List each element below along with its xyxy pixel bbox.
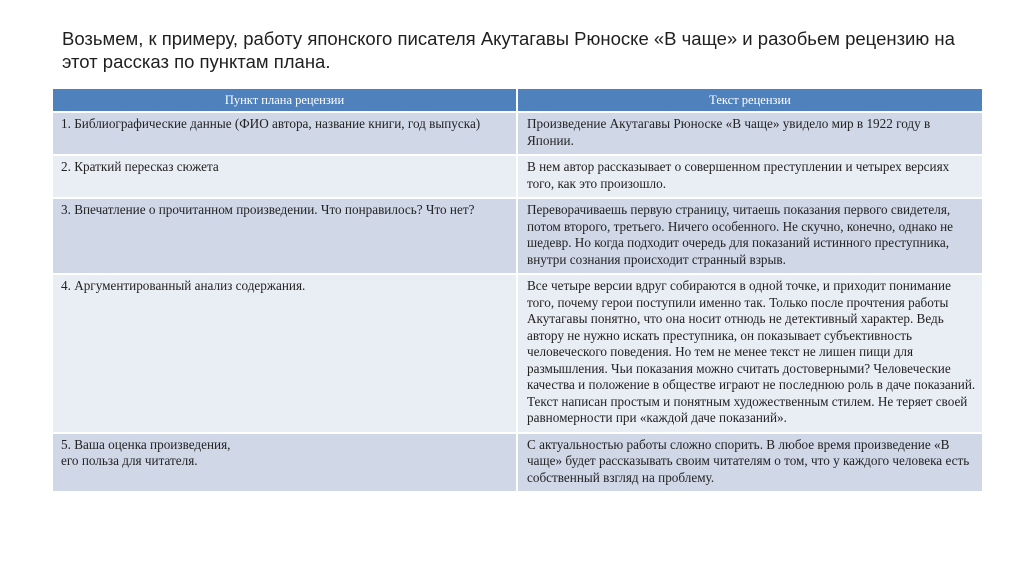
review-plan-table [53,89,982,491]
table-row [53,198,982,274]
table-row [53,155,982,198]
review-text-cell: Все четыре версии вдруг собираются в одной точке, и приходит понимание того, почему герои поступили именно так. Только после прочтения работы Акутагавы понятно, что она носит отнюдь не детективный характер. Ведь автору не нужно искать преступника, он показывает субъективность человеческого поведения. Но тем не менее текст не лишен пищи для размышления. Чьи показания можно считать достоверными? Человеческие качества и положение в обществе играют не последнюю роль в даче показаний. Текст написан простым и понятным художественным стилем. Не теряет своей равномерности при «каждой даче показаний». [517,274,982,433]
header-review-text: Текст рецензии [517,89,982,112]
table-row [53,112,982,155]
plan-point-cell: 4. Аргументированный анализ содержания. [53,274,517,433]
table-header-row [53,89,982,112]
review-text-cell: Произведение Акутагавы Рюноске «В чаще» увидело мир в 1922 году в Японии. [517,112,982,155]
review-text-cell: С актуальностью работы сложно спорить. В любое время произведение «В чаще» будет рассказывать своим читателям о том, что у каждого человека есть собственный взгляд на проблему. [517,433,982,492]
table-row [53,433,982,492]
plan-point-cell: 2. Краткий пересказ сюжета [53,155,517,198]
review-text-cell: В нем автор рассказывает о совершенном преступлении и четырех версиях того, как это произошло. [517,155,982,198]
slide-heading: Возьмем, к примеру, работу японского писателя Акутагавы Рюноске «В чаще» и разобьем рецензию на этот рассказ по пунктам плана. [62,28,955,72]
plan-point-cell: 5. Ваша оценка произведения, его польза для читателя. [53,433,517,492]
header-plan-point: Пункт плана рецензии [53,89,517,112]
review-text-cell: Переворачиваешь первую страницу, читаешь показания первого свидетеля, потом второго, третьего. Ничего особенного. Не скучно, конечно, однако не шедевр. Но когда подходит очередь для показаний истинного преступника, внутри сознания происходит странный взрыв. [517,198,982,274]
table-row [53,274,982,433]
plan-point-cell: 1. Библиографические данные (ФИО автора, название книги, год выпуска) [53,112,517,155]
plan-point-cell: 3. Впечатление о прочитанном произведении. Что понравилось? Что нет? [53,198,517,274]
